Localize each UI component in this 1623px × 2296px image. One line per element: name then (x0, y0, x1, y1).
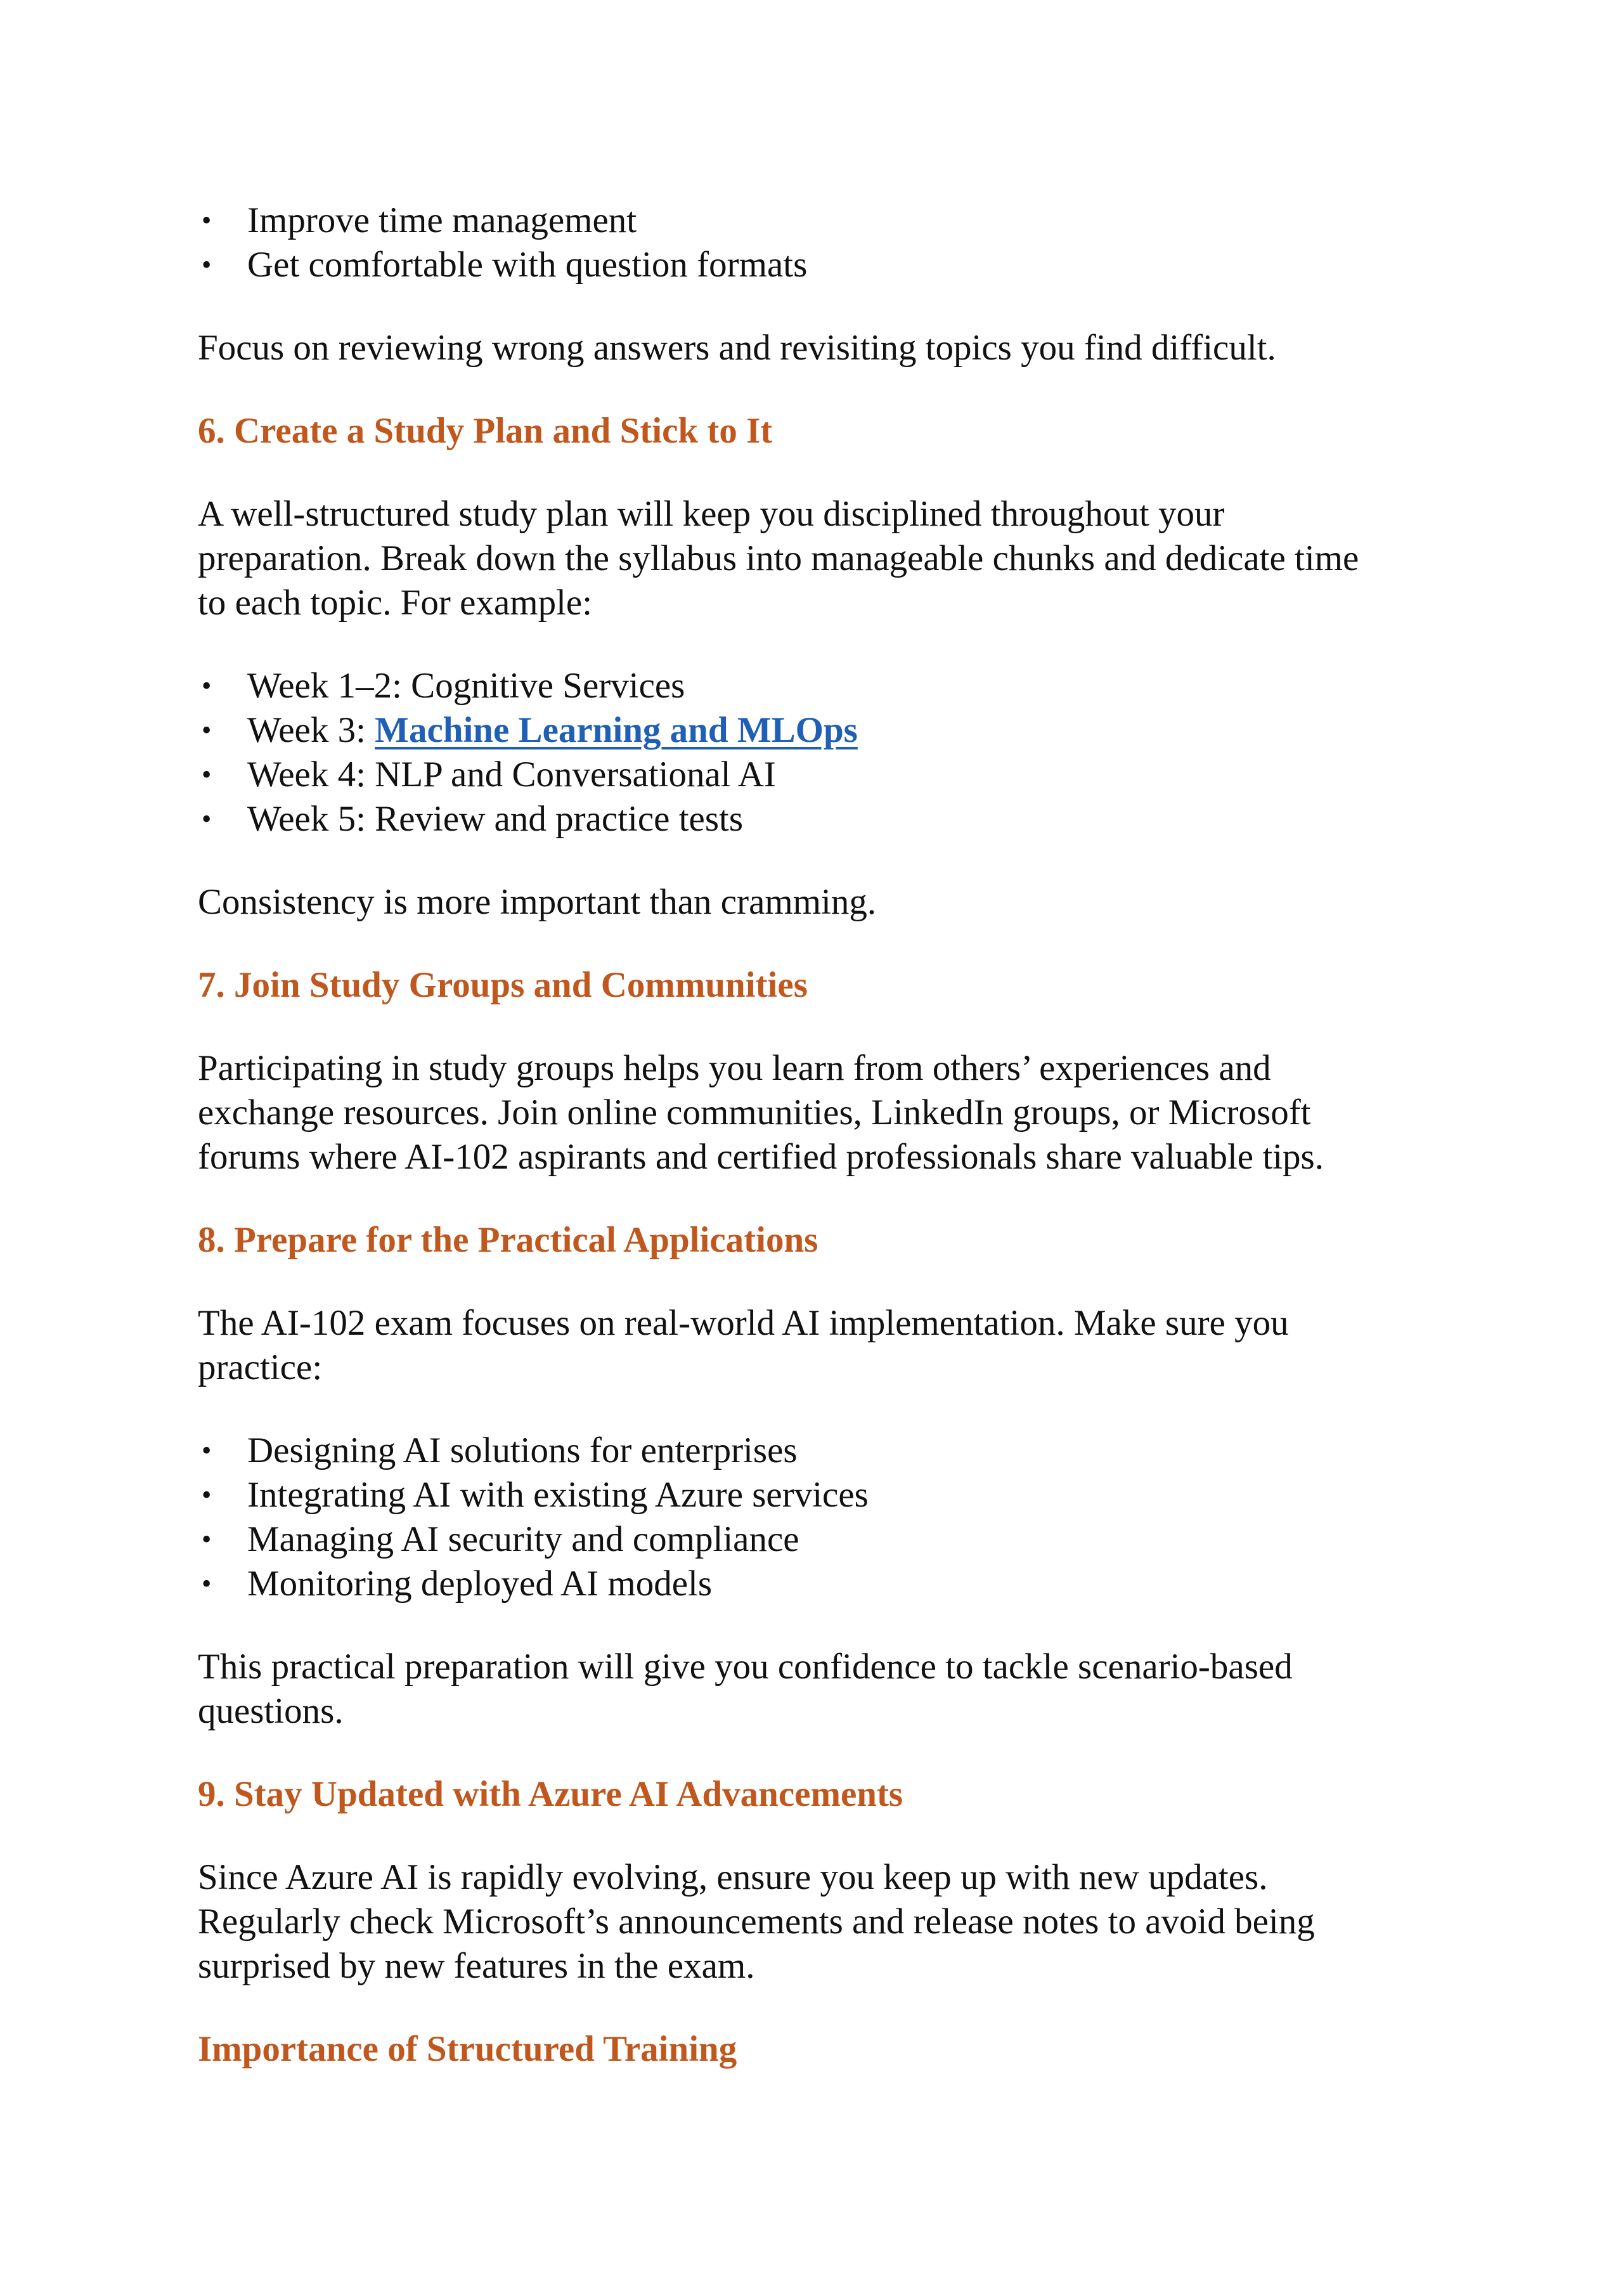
bullet-icon: • (202, 715, 212, 746)
bullet-icon: • (202, 1524, 212, 1555)
list-item: • Week 3: Machine Learning and MLOps (198, 708, 1491, 753)
bullet-icon: • (202, 205, 212, 236)
bullet-icon: • (202, 249, 212, 280)
section-8-practice-list (198, 1429, 1491, 1606)
list-item: • Managing AI security and compliance (198, 1517, 1491, 1562)
section-7-paragraph: Participating in study groups helps you learn from others’ experiences and exchange resources. Join online communities, LinkedIn groups, or Microsoft forums where AI-102 aspirants and certified professionals share valuable tips. (198, 1048, 1324, 1177)
intro-bullet-list (198, 198, 1491, 287)
list-item: • Designing AI solutions for enterprises (198, 1429, 1491, 1473)
section-9-paragraph: Since Azure AI is rapidly evolving, ensure you keep up with new updates. Regularly check Microsoft’s announcements and release notes to avoid being surprised by new features in the exam. (198, 1857, 1315, 1986)
section-7-heading: 7. Join Study Groups and Communities (198, 965, 808, 1005)
focus-paragraph: Focus on reviewing wrong answers and revisiting topics you find difficult. (198, 328, 1276, 368)
bullet-icon: • (202, 670, 212, 701)
bullet-icon: • (202, 1479, 212, 1510)
list-item: • Get comfortable with question formats (198, 243, 1491, 287)
bullet-icon: • (202, 1435, 212, 1466)
section-8-paragraph: The AI-102 exam focuses on real-world AI implementation. Make sure you practice: (198, 1303, 1289, 1387)
bullet-icon: • (202, 1568, 212, 1599)
list-item: • Integrating AI with existing Azure services (198, 1473, 1491, 1517)
bullet-icon: • (202, 759, 212, 790)
section-6-week-list (198, 664, 1491, 841)
machine-learning-mlops-link[interactable]: Machine Learning and MLOps (375, 710, 858, 750)
list-item: • Week 4: NLP and Conversational AI (198, 753, 1491, 797)
section-6-heading: 6. Create a Study Plan and Stick to It (198, 411, 773, 451)
section-6-paragraph: A well-structured study plan will keep you disciplined throughout your preparation. Break down the syllabus into manageable chunks and dedicate time to each topic. For example: (198, 494, 1359, 623)
list-item: • Monitoring deployed AI models (198, 1562, 1491, 1606)
structured-training-heading: Importance of Structured Training (198, 2029, 737, 2069)
bullet-icon: • (202, 803, 212, 834)
list-item: • Improve time management (198, 198, 1491, 243)
section-8-heading: 8. Prepare for the Practical Applications (198, 1220, 818, 1260)
section-6-closing: Consistency is more important than cramming. (198, 882, 877, 922)
list-item: • Week 5: Review and practice tests (198, 797, 1491, 841)
list-item: • Week 1–2: Cognitive Services (198, 664, 1491, 708)
section-9-heading: 9. Stay Updated with Azure AI Advancements (198, 1774, 903, 1814)
section-8-closing: This practical preparation will give you confidence to tackle scenario-based questions. (198, 1647, 1293, 1731)
